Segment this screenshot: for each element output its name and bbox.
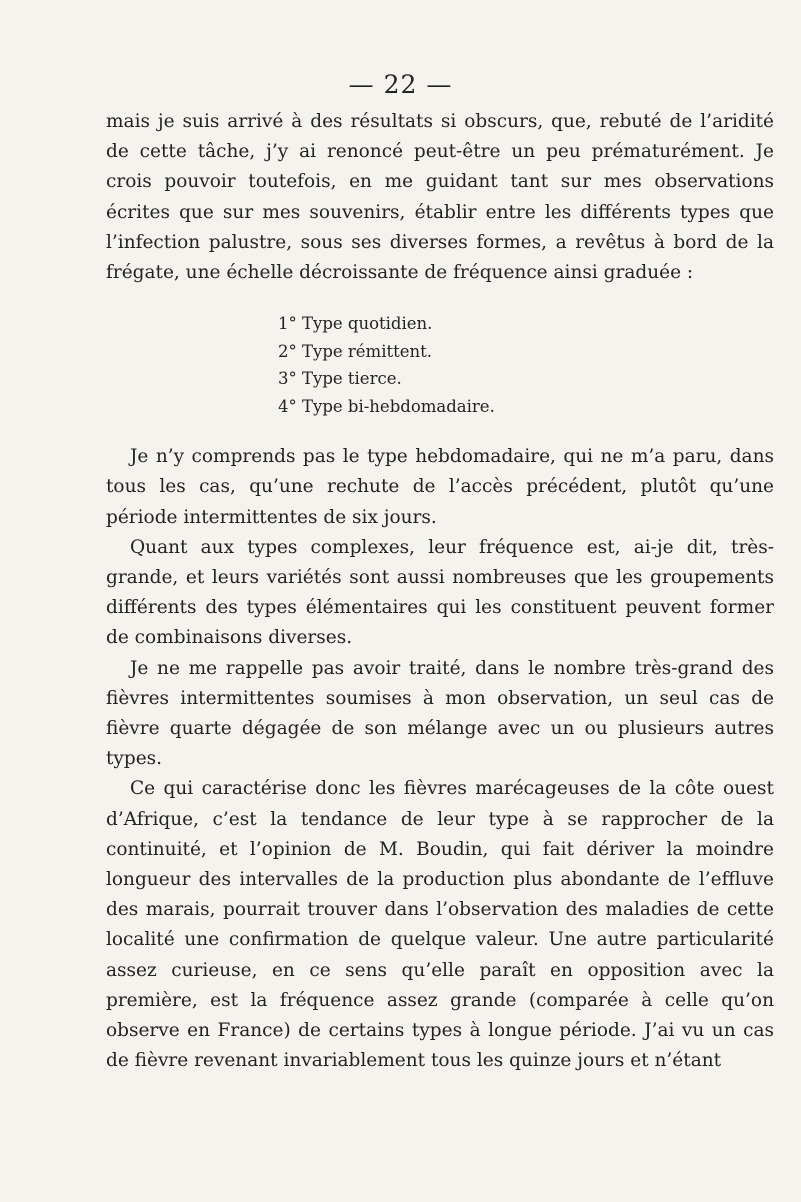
list-item: 2° Type rémittent. (278, 341, 432, 361)
fever-type-list (278, 310, 774, 420)
paragraph-types-complexes: Quant aux types complexes, leur fréquence est, ai-je dit, très-grande, et leurs variétés sont aussi nombreuses que les groupements différents des types élémentaires qui les constituent peuvent former de combinaisons diverses. (106, 536, 774, 649)
list-item: 1° Type quotidien. (278, 314, 433, 334)
body-text (106, 107, 774, 1076)
list-item: 3° Type tierce. (278, 369, 402, 389)
paragraph-fievre-quarte: Je ne me rappelle pas avoir traité, dans le nombre très-grand des fièvres intermittentes soumises à mon observation, un seul cas de fièvre quarte dégagée de son mélange avec un ou plusieurs autres types. (106, 657, 774, 770)
list-item: 4° Type bi-hebdomadaire. (278, 396, 495, 416)
page-number: — 22 — (348, 70, 453, 99)
paragraph-intro: mais je suis arrivé à des résultats si obscurs, que, rebuté de l’aridité de cette tâche, j’y ai renoncé peut-être un peu prématurément. Je crois pouvoir toutefois, en me guidant tant sur mes observations écrites que sur mes souvenirs, établir entre les différents types que l’infection palustre, sous ses diverses formes, a revêtus à bord de la frégate, une échelle décroissante de fréquence ainsi graduée : (106, 111, 774, 284)
paragraph-cote-ouest: Ce qui caractérise donc les fièvres marécageuses de la côte ouest d’Afrique, c’est la tendance de leur type à se rapprocher de la continuité, et l’opinion de M. Boudin, qui fait dériver la moindre longueur des intervalles de la production plus abondante de l’effluve des marais, pourrait trouver dans l’observation des maladies de cette localité une confirmation de quelque valeur. Une autre particularité assez curieuse, en ce sens qu’elle paraît en opposition avec la première, est la fréquence assez grande (comparée à celle qu’on observe en France) de certains types à longue période. J’ai vu un cas de fièvre revenant invariablement tous les quinze jours et n’étant (106, 778, 774, 1072)
paragraph-hebdomadaire: Je n’y comprends pas le type hebdomadaire, qui ne m’a paru, dans tous les cas, qu’une rechute de l’accès précédent, plutôt qu’une période intermittentes de six jours. (106, 446, 774, 528)
